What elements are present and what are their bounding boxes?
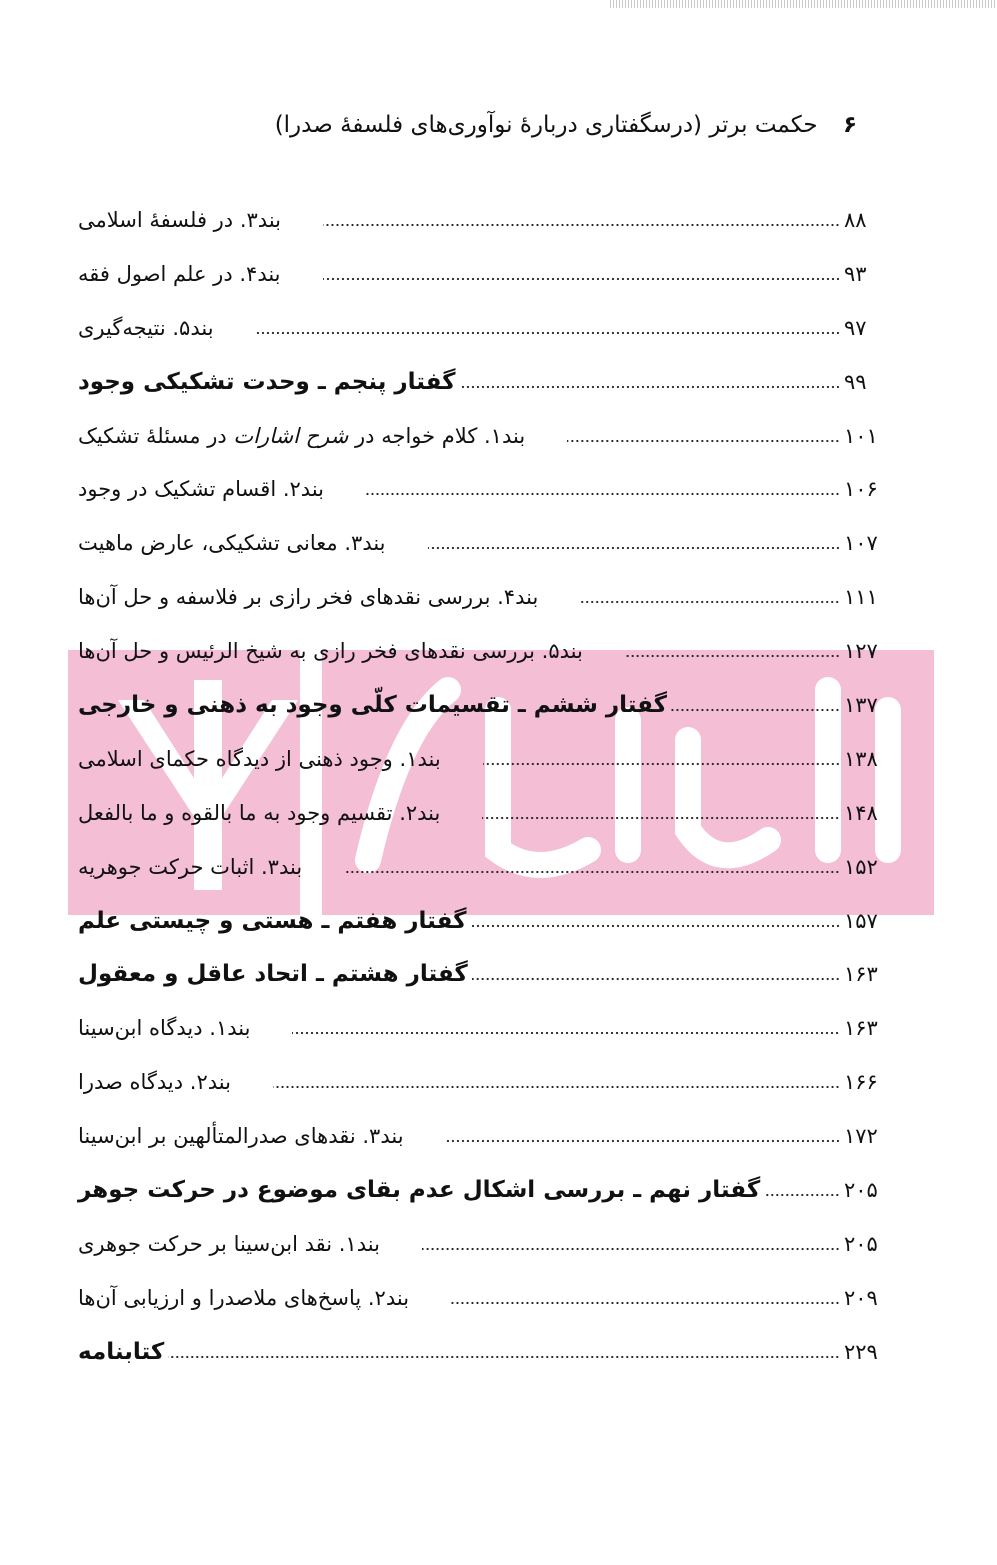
- toc-row[interactable]: [78, 1271, 888, 1325]
- toc-page-number: ۱۱۱: [844, 585, 878, 610]
- toc-leader-dots: [764, 1192, 840, 1198]
- toc-page-number: ۱۳۸: [844, 746, 878, 771]
- toc-leader-dots: [422, 1246, 840, 1252]
- toc-row[interactable]: [78, 1109, 888, 1163]
- toc-entry-title: بند۲. دیدگاه صدرا: [78, 1070, 231, 1095]
- toc-page-number: ۹۷: [844, 315, 867, 340]
- toc-leader-dots: [323, 222, 840, 228]
- toc-entry-title: بند۱. نقد ابن‌سینا بر حرکت جوهری: [78, 1231, 380, 1256]
- toc-row[interactable]: [78, 1055, 888, 1109]
- toc-page-number: ۹۳: [844, 261, 867, 286]
- toc-row[interactable]: [78, 247, 888, 301]
- toc-chapter-title: گفتار پنجم ـ وحدت تشکیکی وجود: [78, 368, 456, 395]
- toc-chapter-row[interactable]: [78, 894, 888, 948]
- toc-row[interactable]: [78, 409, 888, 463]
- toc-leader-dots: [344, 869, 840, 875]
- toc-chapter-row[interactable]: [78, 947, 888, 1001]
- toc-leader-dots: [472, 976, 840, 982]
- toc-page-number: ۱۰۱: [844, 423, 878, 448]
- toc-title-italic: شرح اشارات: [233, 423, 349, 448]
- toc-entry-title: بند۲. تقسیم وجود به ما بالقوه و ما بالفعل: [78, 800, 441, 825]
- toc-chapter-row[interactable]: [78, 355, 888, 409]
- toc-page-number: ۱۵۷: [844, 908, 878, 933]
- toc-entry-title: بند۳. معانی تشکیکی، عارض ماهیت: [78, 531, 386, 556]
- toc-page-number: ۱۵۲: [844, 854, 878, 879]
- toc-entry-title: بند۴. در علم اصول فقه: [78, 261, 281, 286]
- toc-page-number: ۱۷۲: [844, 1124, 878, 1149]
- toc-leader-dots: [567, 438, 840, 444]
- toc-chapter-title: گفتار نهم ـ بررسی اشکال عدم بقای موضوع در حرکت جوهر: [78, 1176, 761, 1203]
- toc-chapter-row[interactable]: [78, 678, 888, 732]
- toc-chapter-title: کتابنامه: [78, 1338, 165, 1365]
- toc-page-number: ۲۲۹: [844, 1339, 878, 1364]
- toc-page-number: ۱۶۶: [844, 1070, 878, 1095]
- toc-page-number: ۸۸: [844, 207, 867, 232]
- toc-title-part: در مسئلهٔ تشکیک: [78, 423, 234, 448]
- toc-row[interactable]: [78, 1001, 888, 1055]
- toc-row[interactable]: [78, 840, 888, 894]
- toc-entry-title: بند۳. نقدهای صدرالمتألهین بر ابن‌سینا: [78, 1124, 404, 1149]
- toc-entry-title: بند۱. وجود ذهنی از دیدگاه حکمای اسلامی: [78, 746, 441, 771]
- toc-leader-dots: [168, 1354, 840, 1360]
- header-page-number: ۶: [842, 112, 857, 138]
- toc-leader-dots: [483, 761, 840, 767]
- toc-entry-title: بند۵. نتیجه‌گیری: [78, 315, 214, 340]
- toc-entry-title: بند۲. پاسخ‌های ملاصدرا و ارزیابی آن‌ها: [78, 1285, 410, 1310]
- toc-leader-dots: [671, 707, 840, 713]
- toc-chapter-row[interactable]: [78, 1163, 888, 1217]
- toc-row[interactable]: [78, 462, 888, 516]
- toc-leader-dots: [451, 1300, 840, 1306]
- toc-page-number: ۱۲۷: [844, 639, 878, 664]
- toc-leader-dots: [446, 1138, 840, 1144]
- toc-page-number: ۱۶۳: [844, 1016, 878, 1041]
- toc-entry-title: بند۲. اقسام تشکیک در وجود: [78, 477, 325, 502]
- toc-leader-dots: [625, 653, 840, 659]
- toc-row[interactable]: [78, 570, 888, 624]
- header-book-title: حکمت برتر (درسگفتاری دربارهٔ نوآوری‌های فلسفهٔ صدرا): [274, 112, 818, 138]
- toc-leader-dots: [292, 1030, 840, 1036]
- toc-entry-title: بند۱. دیدگاه ابن‌سینا: [78, 1016, 251, 1041]
- toc-entry-title: بند۵. بررسی نقدهای فخر رازی به شیخ الرئیس و حل آن‌ها: [78, 639, 583, 664]
- toc-row[interactable]: [78, 516, 888, 570]
- toc-page-number: ۱۰۷: [844, 531, 878, 556]
- running-head: [275, 112, 857, 138]
- toc-leader-dots: [366, 491, 840, 497]
- toc-chapter-title: گفتار هفتم ـ هستی و چیستی علم: [78, 907, 467, 934]
- toc-leader-dots: [482, 815, 840, 821]
- toc-page-number: ۲۰۵: [844, 1231, 878, 1256]
- toc-page-number: ۱۰۶: [844, 477, 878, 502]
- toc-entry-title: بند۳. اثبات حرکت جوهریه: [78, 854, 303, 879]
- toc-leader-dots: [256, 330, 840, 336]
- toc-row[interactable]: [78, 624, 888, 678]
- toc-title-part: بند۱. کلام خواجه در: [348, 423, 526, 448]
- toc-entry-title: بند۴. بررسی نقدهای فخر رازی بر فلاسفه و حل آن‌ها: [78, 585, 539, 610]
- toc-row[interactable]: [78, 301, 888, 355]
- toc-row[interactable]: [78, 193, 888, 247]
- toc-leader-dots: [273, 1084, 840, 1090]
- toc-leader-dots: [580, 599, 840, 605]
- toc-row[interactable]: [78, 1217, 888, 1271]
- toc-page-number: ۹۹: [844, 369, 867, 394]
- toc-page-number: ۲۰۹: [844, 1285, 878, 1310]
- toc-chapter-row[interactable]: [78, 1325, 888, 1379]
- toc-page-number: ۱۴۸: [844, 800, 878, 825]
- toc-leader-dots: [428, 545, 840, 551]
- toc-row[interactable]: [78, 786, 888, 840]
- toc-page-number: ۱۶۳: [844, 962, 878, 987]
- page-top-edge: [610, 0, 997, 8]
- toc-page-number: ۲۰۵: [844, 1177, 878, 1202]
- toc-entry-title: بند۳. در فلسفهٔ اسلامی: [78, 207, 282, 232]
- table-of-contents: [78, 193, 888, 1379]
- toc-leader-dots: [323, 276, 840, 282]
- toc-leader-dots: [460, 384, 840, 390]
- toc-chapter-title: گفتار ششم ـ تقسیمات کلّی وجود به ذهنی و خارجی: [78, 691, 668, 718]
- toc-leader-dots: [471, 923, 841, 929]
- toc-chapter-title: گفتار هشتم ـ اتحاد عاقل و معقول: [78, 961, 468, 988]
- toc-page-number: ۱۳۷: [844, 692, 878, 717]
- toc-entry-title: [78, 424, 525, 448]
- toc-row[interactable]: [78, 732, 888, 786]
